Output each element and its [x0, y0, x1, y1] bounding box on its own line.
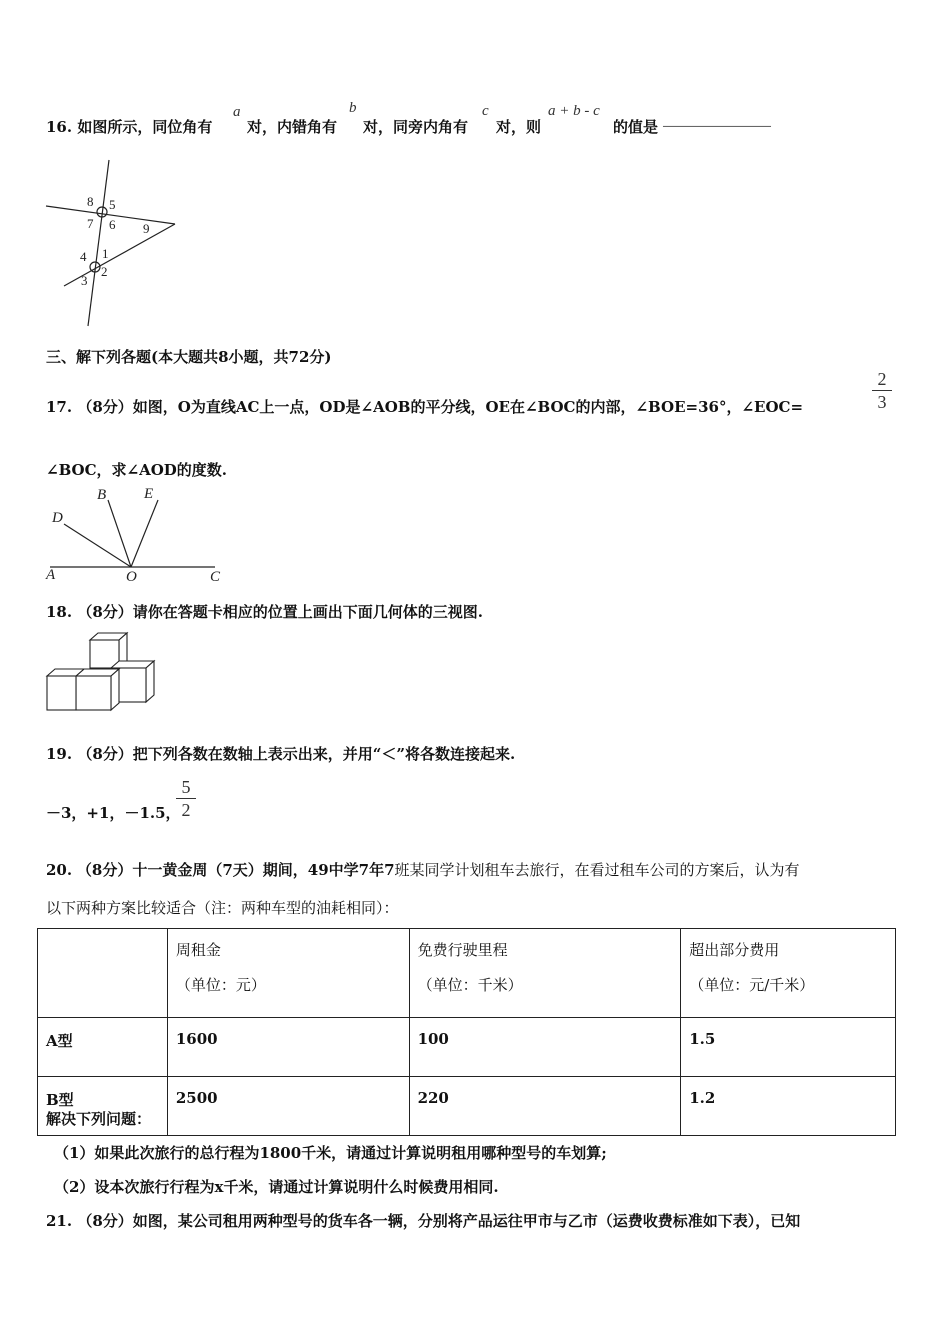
table-header-cell	[38, 929, 168, 1018]
q16-answer-blank: ____________	[663, 113, 772, 130]
q16-label-8: 8	[87, 194, 94, 209]
section-3-heading: 三、解下列各题(本大题共8小题，共72分)	[46, 348, 332, 366]
header-title: 超出部分费用	[689, 941, 780, 959]
q17-ray-OE	[131, 500, 158, 567]
q17-line	[46, 396, 803, 417]
q20-line	[46, 859, 800, 880]
q16-label-4: 4	[80, 249, 87, 264]
table-cell: B型	[38, 1077, 168, 1136]
cube-right-side	[146, 661, 154, 702]
q17-fraction-numerator: 2	[877, 369, 887, 389]
q20-text-bold: （8分）十一黄金周（7天）期间，49中学7年7	[76, 861, 395, 879]
q16-label-3: 3	[81, 273, 88, 288]
q20-text-line2: 以下两种方案比较适合（注：两种车型的油耗相同）：	[46, 899, 399, 917]
q19-fraction-denominator: 2	[181, 800, 191, 820]
header-unit: （单位：元）	[175, 976, 266, 994]
q20-solve-heading: 解决下列问题：	[46, 1110, 152, 1128]
q17-label-O: O	[126, 569, 137, 585]
table-cell: A型	[38, 1018, 168, 1077]
q17-fraction-denominator: 3	[877, 392, 887, 412]
q17-label-C: C	[210, 569, 221, 585]
table-row	[38, 1077, 896, 1136]
q16-label-6: 6	[109, 217, 116, 232]
q17-label-B: B	[97, 487, 107, 503]
q16-expression: a + b - c	[548, 103, 600, 119]
q18-cube-figure	[40, 625, 170, 715]
q18-cubes	[47, 633, 154, 710]
q17-fraction	[872, 370, 892, 411]
header-unit: （单位：千米）	[417, 976, 523, 994]
table-header-cell	[409, 929, 681, 1018]
q16-text-3: 对，同旁内角有	[363, 118, 469, 136]
q17-figure	[40, 480, 240, 590]
cube-left-front	[47, 676, 76, 710]
cube-middle-side	[111, 669, 119, 710]
header-unit: （单位：元/千米）	[689, 976, 815, 994]
table-cell: 1.2	[681, 1077, 896, 1136]
q17-text: （8分）如图，O为直线AC上一点，OD是∠AOB的平分线，OE在∠BOC的内部，∠BOE=36°，∠EOC=	[77, 398, 804, 416]
q21-line	[46, 1210, 800, 1231]
q16-text-4: 对，则	[496, 118, 542, 136]
q17-ray-OB	[108, 500, 131, 567]
q16-var-b: b	[349, 100, 357, 116]
q17-label-D: D	[52, 510, 63, 526]
table-header-cell	[167, 929, 409, 1018]
q16-text-5: 的值是	[613, 118, 659, 136]
q16-label-5: 5	[109, 197, 116, 212]
q16-figure-lines	[46, 160, 175, 326]
table-cell: 1.5	[681, 1018, 896, 1077]
table-cell: 100	[409, 1018, 681, 1077]
q19-text: （8分）把下列各数在数轴上表示出来，并用“＜”将各数连接起来.	[77, 745, 516, 763]
q19-fraction	[176, 778, 196, 819]
q18-line	[46, 601, 483, 622]
q16-text-2: 对，内错角有	[247, 118, 338, 136]
cube-middle-front	[76, 676, 111, 710]
q20-number: 20.	[46, 861, 73, 879]
q17-figure-rays	[50, 500, 215, 567]
q19-line	[46, 743, 515, 764]
header-title: 周租金	[175, 941, 221, 959]
table-cell: 1600	[167, 1018, 409, 1077]
q16-label-2: 2	[101, 264, 108, 279]
q21-number: 21.	[46, 1212, 73, 1230]
q19-numbers: －3，+1，－1.5，	[46, 804, 181, 822]
table-header-row	[38, 929, 896, 1018]
q16-transversal-line	[88, 160, 109, 326]
q17-label-A: A	[46, 567, 56, 583]
table-cell: 2500	[167, 1077, 409, 1136]
q16-var-c: c	[482, 103, 489, 119]
q16-label-1: 1	[102, 246, 109, 261]
q16-var-a: a	[233, 104, 241, 120]
q19-number: 19.	[46, 745, 73, 763]
q16-label-7: 7	[87, 216, 94, 231]
q21-text: （8分）如图，某公司租用两种型号的货车各一辆，分别将产品运往甲市与乙市（运费收费标准如下表），已知	[77, 1212, 801, 1230]
header-title: 免费行驶里程	[417, 941, 508, 959]
q19-fraction-numerator: 5	[181, 777, 191, 797]
q16-number: 16.	[46, 118, 73, 136]
table-header-cell	[681, 929, 896, 1018]
q16-text-1: 如图所示，同位角有	[77, 118, 213, 136]
q20-text-light: 班某同学计划租车去旅行，在看过租车公司的方案后，认为有	[394, 861, 800, 879]
q17-text-2: ∠BOC，求∠AOD的度数.	[46, 461, 228, 479]
cube-top-front	[90, 640, 119, 668]
table-cell: 220	[409, 1077, 681, 1136]
q16-line	[46, 116, 212, 137]
q17-ray-OD	[64, 524, 131, 567]
q17-number: 17.	[46, 398, 73, 416]
q16-figure	[40, 150, 190, 335]
q20-rental-table	[37, 928, 896, 1136]
q18-number: 18.	[46, 603, 73, 621]
q16-label-9: 9	[143, 221, 150, 236]
q20-subquestion-2: （2）设本次旅行行程为x千米，请通过计算说明什么时候费用相同.	[54, 1178, 499, 1196]
table-row	[38, 1018, 896, 1077]
q20-subquestion-1: （1）如果此次旅行的总行程为1800千米，请通过计算说明租用哪种型号的车划算;	[54, 1144, 607, 1162]
q17-label-E: E	[144, 486, 154, 502]
q18-text: （8分）请你在答题卡相应的位置上画出下面几何体的三视图.	[77, 603, 484, 621]
